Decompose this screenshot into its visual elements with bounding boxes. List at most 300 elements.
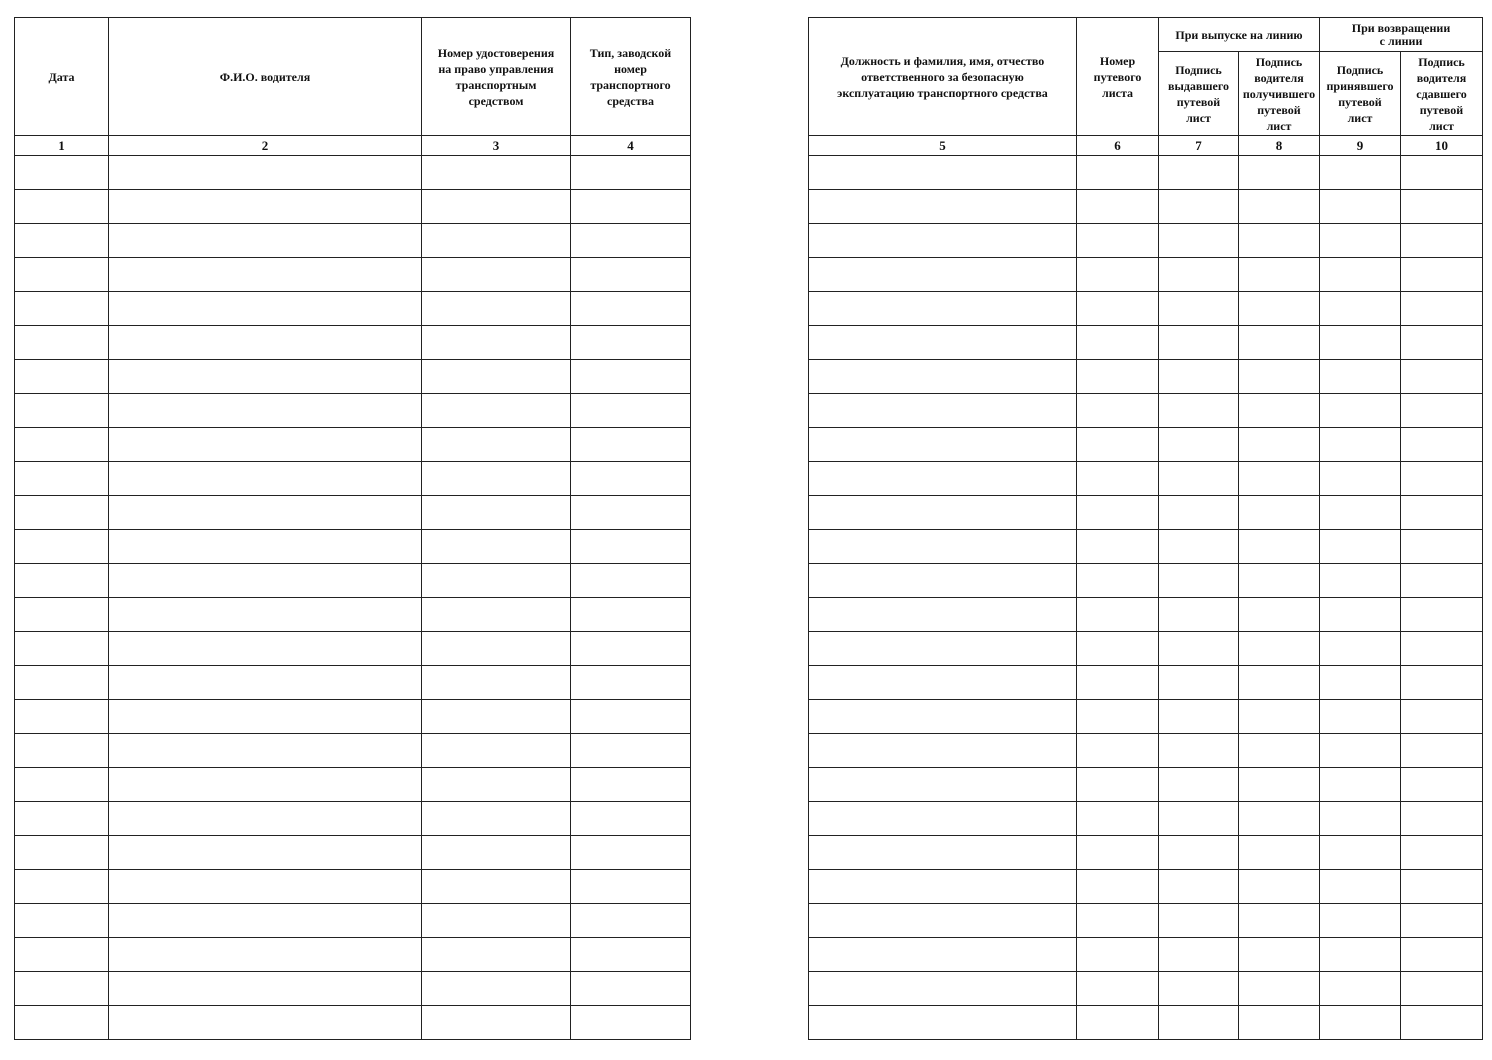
table-cell[interactable] <box>1401 768 1483 802</box>
table-cell[interactable] <box>809 972 1077 1006</box>
table-cell[interactable] <box>422 190 571 224</box>
table-cell[interactable] <box>1320 938 1401 972</box>
table-cell[interactable] <box>109 564 422 598</box>
table-cell[interactable] <box>1159 224 1239 258</box>
table-cell[interactable] <box>1320 632 1401 666</box>
table-cell[interactable] <box>1159 530 1239 564</box>
table-cell[interactable] <box>15 258 109 292</box>
table-cell[interactable] <box>1239 870 1320 904</box>
table-cell[interactable] <box>1077 530 1159 564</box>
table-cell[interactable] <box>1239 258 1320 292</box>
table-cell[interactable] <box>571 802 691 836</box>
table-cell[interactable] <box>1239 598 1320 632</box>
table-cell[interactable] <box>1239 190 1320 224</box>
table-cell[interactable] <box>809 224 1077 258</box>
table-cell[interactable] <box>1320 870 1401 904</box>
table-cell[interactable] <box>1159 258 1239 292</box>
table-cell[interactable] <box>1159 632 1239 666</box>
table-cell[interactable] <box>1159 836 1239 870</box>
table-cell[interactable] <box>1320 734 1401 768</box>
table-cell[interactable] <box>1239 802 1320 836</box>
table-row <box>809 870 1483 904</box>
table-cell[interactable] <box>1320 258 1401 292</box>
table-cell[interactable] <box>1401 394 1483 428</box>
table-cell[interactable] <box>1077 870 1159 904</box>
table-cell[interactable] <box>1159 904 1239 938</box>
table-cell[interactable] <box>15 292 109 326</box>
table-row <box>15 870 691 904</box>
table-row <box>15 190 691 224</box>
table-cell[interactable] <box>571 904 691 938</box>
table-cell[interactable] <box>109 190 422 224</box>
table-cell[interactable] <box>571 258 691 292</box>
table-cell[interactable] <box>15 462 109 496</box>
table-cell[interactable] <box>809 768 1077 802</box>
table-row <box>809 530 1483 564</box>
table-cell[interactable] <box>1159 972 1239 1006</box>
table-cell[interactable] <box>571 1006 691 1040</box>
table-cell[interactable] <box>1401 938 1483 972</box>
table-cell[interactable] <box>1401 870 1483 904</box>
table-cell[interactable] <box>809 938 1077 972</box>
table-cell[interactable] <box>1401 1006 1483 1040</box>
column-number: 7 <box>1159 136 1239 156</box>
table-cell[interactable] <box>15 700 109 734</box>
table-cell[interactable] <box>1401 530 1483 564</box>
table-cell[interactable] <box>571 428 691 462</box>
column-number: 5 <box>809 136 1077 156</box>
table-cell[interactable] <box>1159 768 1239 802</box>
table-cell[interactable] <box>109 360 422 394</box>
table-cell[interactable] <box>109 700 422 734</box>
journal-right-table <box>808 17 1483 1040</box>
table-cell[interactable] <box>571 496 691 530</box>
table-cell[interactable] <box>809 1006 1077 1040</box>
table-cell[interactable] <box>422 224 571 258</box>
table-cell[interactable] <box>1320 156 1401 190</box>
table-cell[interactable] <box>809 904 1077 938</box>
table-cell[interactable] <box>809 802 1077 836</box>
table-cell[interactable] <box>109 258 422 292</box>
table-cell[interactable] <box>422 734 571 768</box>
table-cell[interactable] <box>571 394 691 428</box>
table-cell[interactable] <box>1320 972 1401 1006</box>
table-cell[interactable] <box>1320 360 1401 394</box>
table-cell[interactable] <box>1077 326 1159 360</box>
table-cell[interactable] <box>422 428 571 462</box>
table-cell[interactable] <box>1239 564 1320 598</box>
table-row <box>809 836 1483 870</box>
table-cell[interactable] <box>571 836 691 870</box>
table-cell[interactable] <box>109 156 422 190</box>
table-cell[interactable] <box>422 496 571 530</box>
table-cell[interactable] <box>1077 938 1159 972</box>
table-cell[interactable] <box>809 530 1077 564</box>
table-cell[interactable] <box>1239 632 1320 666</box>
table-cell[interactable] <box>1320 224 1401 258</box>
table-row <box>809 904 1483 938</box>
table-cell[interactable] <box>422 360 571 394</box>
table-cell[interactable] <box>1077 598 1159 632</box>
table-cell[interactable] <box>1159 1006 1239 1040</box>
table-cell[interactable] <box>1401 904 1483 938</box>
table-cell[interactable] <box>1239 938 1320 972</box>
table-row <box>809 224 1483 258</box>
table-cell[interactable] <box>1239 360 1320 394</box>
table-cell[interactable] <box>1401 734 1483 768</box>
table-cell[interactable] <box>422 870 571 904</box>
table-cell[interactable] <box>422 904 571 938</box>
table-cell[interactable] <box>1159 394 1239 428</box>
table-cell[interactable] <box>1077 836 1159 870</box>
table-cell[interactable] <box>1320 326 1401 360</box>
table-cell[interactable] <box>1320 836 1401 870</box>
table-cell[interactable] <box>1077 564 1159 598</box>
table-cell[interactable] <box>1077 666 1159 700</box>
table-cell[interactable] <box>109 462 422 496</box>
table-cell[interactable] <box>809 326 1077 360</box>
table-cell[interactable] <box>422 666 571 700</box>
table-cell[interactable] <box>15 768 109 802</box>
table-cell[interactable] <box>1077 802 1159 836</box>
table-cell[interactable] <box>15 360 109 394</box>
table-cell[interactable] <box>422 326 571 360</box>
table-cell[interactable] <box>15 530 109 564</box>
header-vehicle-type: Тип, заводской номер транспортного средства <box>571 18 691 136</box>
table-cell[interactable] <box>109 530 422 564</box>
table-cell[interactable] <box>15 326 109 360</box>
table-cell[interactable] <box>1239 462 1320 496</box>
table-cell[interactable] <box>1239 836 1320 870</box>
table-cell[interactable] <box>1077 224 1159 258</box>
table-cell[interactable] <box>422 394 571 428</box>
table-cell[interactable] <box>571 768 691 802</box>
table-cell[interactable] <box>1077 904 1159 938</box>
table-cell[interactable] <box>422 258 571 292</box>
table-cell[interactable] <box>1077 496 1159 530</box>
table-row <box>15 768 691 802</box>
table-cell[interactable] <box>809 292 1077 326</box>
table-cell[interactable] <box>1077 768 1159 802</box>
table-cell[interactable] <box>809 632 1077 666</box>
table-row <box>15 326 691 360</box>
table-cell[interactable] <box>15 190 109 224</box>
table-row <box>15 394 691 428</box>
table-cell[interactable] <box>571 666 691 700</box>
table-cell[interactable] <box>1159 496 1239 530</box>
table-cell[interactable] <box>1239 428 1320 462</box>
table-cell[interactable] <box>1077 462 1159 496</box>
table-cell[interactable] <box>1239 700 1320 734</box>
table-cell[interactable] <box>1077 190 1159 224</box>
table-cell[interactable] <box>422 530 571 564</box>
table-cell[interactable] <box>809 258 1077 292</box>
column-number: 3 <box>422 136 571 156</box>
table-cell[interactable] <box>571 564 691 598</box>
table-cell[interactable] <box>571 938 691 972</box>
table-row <box>809 768 1483 802</box>
table-cell[interactable] <box>1159 156 1239 190</box>
table-cell[interactable] <box>15 904 109 938</box>
table-cell[interactable] <box>571 632 691 666</box>
table-cell[interactable] <box>571 224 691 258</box>
table-cell[interactable] <box>809 462 1077 496</box>
table-cell[interactable] <box>109 394 422 428</box>
table-cell[interactable] <box>1159 802 1239 836</box>
table-cell[interactable] <box>109 632 422 666</box>
table-cell[interactable] <box>15 224 109 258</box>
table-cell[interactable] <box>1401 462 1483 496</box>
table-cell[interactable] <box>571 326 691 360</box>
table-cell[interactable] <box>15 666 109 700</box>
table-row <box>809 156 1483 190</box>
table-cell[interactable] <box>1239 1006 1320 1040</box>
table-row <box>809 258 1483 292</box>
table-cell[interactable] <box>571 190 691 224</box>
table-cell[interactable] <box>571 462 691 496</box>
table-cell[interactable] <box>1320 292 1401 326</box>
table-cell[interactable] <box>1320 428 1401 462</box>
table-cell[interactable] <box>1159 190 1239 224</box>
table-row <box>15 428 691 462</box>
table-cell[interactable] <box>1159 292 1239 326</box>
table-cell[interactable] <box>1320 564 1401 598</box>
table-cell[interactable] <box>571 530 691 564</box>
table-cell[interactable] <box>809 190 1077 224</box>
table-cell[interactable] <box>1239 768 1320 802</box>
table-cell[interactable] <box>422 836 571 870</box>
table-cell[interactable] <box>422 802 571 836</box>
table-cell[interactable] <box>1077 292 1159 326</box>
table-cell[interactable] <box>1159 564 1239 598</box>
table-cell[interactable] <box>15 802 109 836</box>
table-cell[interactable] <box>109 768 422 802</box>
table-cell[interactable] <box>1320 190 1401 224</box>
table-cell[interactable] <box>109 972 422 1006</box>
table-cell[interactable] <box>1401 598 1483 632</box>
table-cell[interactable] <box>1320 1006 1401 1040</box>
table-cell[interactable] <box>1077 700 1159 734</box>
table-cell[interactable] <box>1159 360 1239 394</box>
table-cell[interactable] <box>809 564 1077 598</box>
table-row <box>15 904 691 938</box>
table-cell[interactable] <box>422 598 571 632</box>
table-cell[interactable] <box>1320 394 1401 428</box>
table-cell[interactable] <box>1239 326 1320 360</box>
right-table-body <box>809 156 1483 1040</box>
table-cell[interactable] <box>1077 972 1159 1006</box>
table-row <box>809 564 1483 598</box>
table-cell[interactable] <box>15 156 109 190</box>
table-cell[interactable] <box>109 836 422 870</box>
table-cell[interactable] <box>1077 1006 1159 1040</box>
header-date: Дата <box>15 18 109 136</box>
table-cell[interactable] <box>109 1006 422 1040</box>
table-cell[interactable] <box>422 292 571 326</box>
table-cell[interactable] <box>422 156 571 190</box>
table-cell[interactable] <box>1077 360 1159 394</box>
table-cell[interactable] <box>422 938 571 972</box>
table-cell[interactable] <box>1239 394 1320 428</box>
table-cell[interactable] <box>15 394 109 428</box>
table-cell[interactable] <box>15 1006 109 1040</box>
table-row <box>15 462 691 496</box>
table-cell[interactable] <box>422 972 571 1006</box>
table-cell[interactable] <box>1401 564 1483 598</box>
table-cell[interactable] <box>109 326 422 360</box>
table-cell[interactable] <box>109 802 422 836</box>
table-cell[interactable] <box>1077 632 1159 666</box>
table-cell[interactable] <box>809 666 1077 700</box>
table-cell[interactable] <box>1401 428 1483 462</box>
table-cell[interactable] <box>109 428 422 462</box>
table-cell[interactable] <box>1159 700 1239 734</box>
table-row <box>15 802 691 836</box>
table-cell[interactable] <box>1239 904 1320 938</box>
table-cell[interactable] <box>809 870 1077 904</box>
table-cell[interactable] <box>1077 394 1159 428</box>
table-row <box>809 700 1483 734</box>
table-cell[interactable] <box>809 598 1077 632</box>
table-cell[interactable] <box>1159 462 1239 496</box>
table-row <box>15 360 691 394</box>
table-row <box>15 666 691 700</box>
table-cell[interactable] <box>571 700 691 734</box>
table-cell[interactable] <box>809 156 1077 190</box>
table-cell[interactable] <box>1401 700 1483 734</box>
table-cell[interactable] <box>109 870 422 904</box>
table-row <box>809 972 1483 1006</box>
table-cell[interactable] <box>109 938 422 972</box>
table-cell[interactable] <box>422 768 571 802</box>
table-cell[interactable] <box>109 292 422 326</box>
table-cell[interactable] <box>109 224 422 258</box>
table-cell[interactable] <box>809 734 1077 768</box>
table-cell[interactable] <box>809 360 1077 394</box>
table-cell[interactable] <box>15 734 109 768</box>
table-cell[interactable] <box>1159 598 1239 632</box>
table-cell[interactable] <box>1239 224 1320 258</box>
table-cell[interactable] <box>809 700 1077 734</box>
table-cell[interactable] <box>1239 496 1320 530</box>
left-header-row <box>15 18 691 136</box>
table-cell[interactable] <box>1239 666 1320 700</box>
table-cell[interactable] <box>1320 598 1401 632</box>
table-cell[interactable] <box>1077 734 1159 768</box>
column-number: 4 <box>571 136 691 156</box>
table-row <box>809 734 1483 768</box>
table-row <box>809 428 1483 462</box>
table-cell[interactable] <box>1239 292 1320 326</box>
table-cell[interactable] <box>1320 802 1401 836</box>
column-number: 1 <box>15 136 109 156</box>
table-cell[interactable] <box>1401 632 1483 666</box>
table-cell[interactable] <box>571 360 691 394</box>
table-cell[interactable] <box>571 292 691 326</box>
table-cell[interactable] <box>1320 530 1401 564</box>
table-cell[interactable] <box>1401 360 1483 394</box>
table-cell[interactable] <box>1159 734 1239 768</box>
table-cell[interactable] <box>1320 462 1401 496</box>
table-cell[interactable] <box>15 598 109 632</box>
left-column-numbers-row <box>15 136 691 156</box>
table-cell[interactable] <box>1401 190 1483 224</box>
table-cell[interactable] <box>809 496 1077 530</box>
table-cell[interactable] <box>15 496 109 530</box>
table-cell[interactable] <box>571 734 691 768</box>
table-cell[interactable] <box>15 836 109 870</box>
table-cell[interactable] <box>571 972 691 1006</box>
table-cell[interactable] <box>422 1006 571 1040</box>
table-cell[interactable] <box>109 666 422 700</box>
left-table-body <box>15 156 691 1040</box>
header-responsible-person: Должность и фамилия, имя, отчество ответственного за безопасную эксплуатацию транспортного средства <box>809 18 1077 136</box>
table-cell[interactable] <box>422 632 571 666</box>
table-cell[interactable] <box>571 156 691 190</box>
table-cell[interactable] <box>1159 326 1239 360</box>
table-cell[interactable] <box>809 394 1077 428</box>
table-cell[interactable] <box>1239 972 1320 1006</box>
table-cell[interactable] <box>1239 734 1320 768</box>
table-cell[interactable] <box>15 870 109 904</box>
table-cell[interactable] <box>109 598 422 632</box>
table-row <box>809 292 1483 326</box>
table-cell[interactable] <box>15 428 109 462</box>
table-cell[interactable] <box>1320 904 1401 938</box>
table-cell[interactable] <box>1320 768 1401 802</box>
table-cell[interactable] <box>1159 666 1239 700</box>
table-cell[interactable] <box>15 632 109 666</box>
table-cell[interactable] <box>571 870 691 904</box>
table-cell[interactable] <box>1320 496 1401 530</box>
table-cell[interactable] <box>1159 428 1239 462</box>
table-row <box>809 360 1483 394</box>
table-cell[interactable] <box>1159 938 1239 972</box>
table-cell[interactable] <box>571 598 691 632</box>
table-cell[interactable] <box>1239 156 1320 190</box>
table-cell[interactable] <box>1401 292 1483 326</box>
table-cell[interactable] <box>1401 836 1483 870</box>
table-cell[interactable] <box>1401 802 1483 836</box>
table-cell[interactable] <box>1159 870 1239 904</box>
table-cell[interactable] <box>809 836 1077 870</box>
table-cell[interactable] <box>109 734 422 768</box>
table-cell[interactable] <box>1401 972 1483 1006</box>
table-cell[interactable] <box>422 700 571 734</box>
table-cell[interactable] <box>422 564 571 598</box>
table-cell[interactable] <box>1401 496 1483 530</box>
table-cell[interactable] <box>15 938 109 972</box>
table-cell[interactable] <box>1077 258 1159 292</box>
table-cell[interactable] <box>809 428 1077 462</box>
table-cell[interactable] <box>109 904 422 938</box>
table-cell[interactable] <box>1401 666 1483 700</box>
table-cell[interactable] <box>1401 156 1483 190</box>
table-cell[interactable] <box>1077 428 1159 462</box>
table-cell[interactable] <box>1401 326 1483 360</box>
table-cell[interactable] <box>1077 156 1159 190</box>
table-cell[interactable] <box>1401 224 1483 258</box>
table-cell[interactable] <box>1320 700 1401 734</box>
table-row <box>15 258 691 292</box>
table-cell[interactable] <box>422 462 571 496</box>
table-cell[interactable] <box>109 496 422 530</box>
table-cell[interactable] <box>15 564 109 598</box>
table-cell[interactable] <box>15 972 109 1006</box>
table-cell[interactable] <box>1401 258 1483 292</box>
table-cell[interactable] <box>1239 530 1320 564</box>
table-cell[interactable] <box>1320 666 1401 700</box>
